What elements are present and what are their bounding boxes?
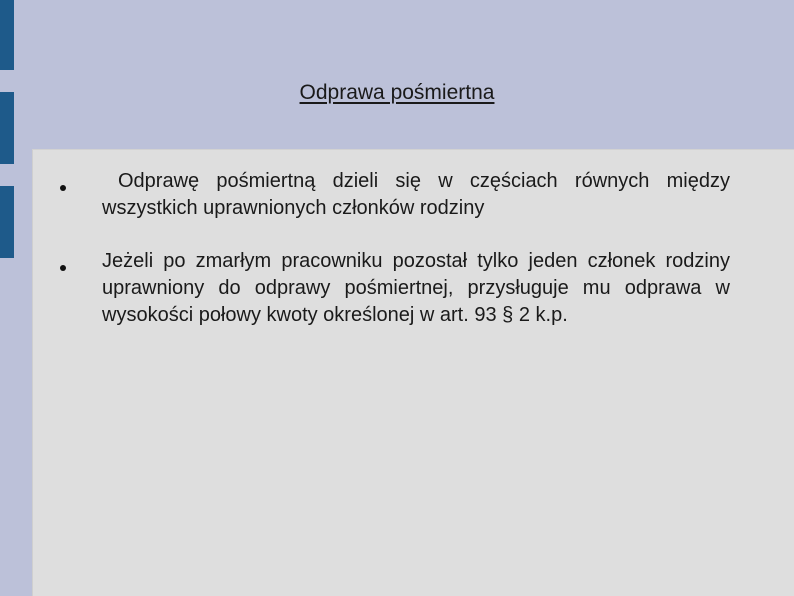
slide-title: Odprawa pośmiertna: [299, 81, 495, 104]
bullet-icon: [60, 265, 66, 271]
content-panel: [32, 149, 794, 596]
side-decoration-bar: [0, 186, 14, 258]
bullet-text: Jeżeli po zmarłym pracowniku pozostał tylko jeden członek rodziny uprawniony do odprawy pośmiertnej, przysługuje mu odprawa w wysokości połowy kwoty określonej w art. 93 § 2 k.p.: [102, 250, 730, 326]
bullet-text: Odprawę pośmiertną dzieli się w częściach równych między wszystkich uprawnionych członków rodziny: [102, 170, 730, 219]
bullet-icon: [60, 185, 66, 191]
side-decoration-bar: [0, 0, 14, 70]
